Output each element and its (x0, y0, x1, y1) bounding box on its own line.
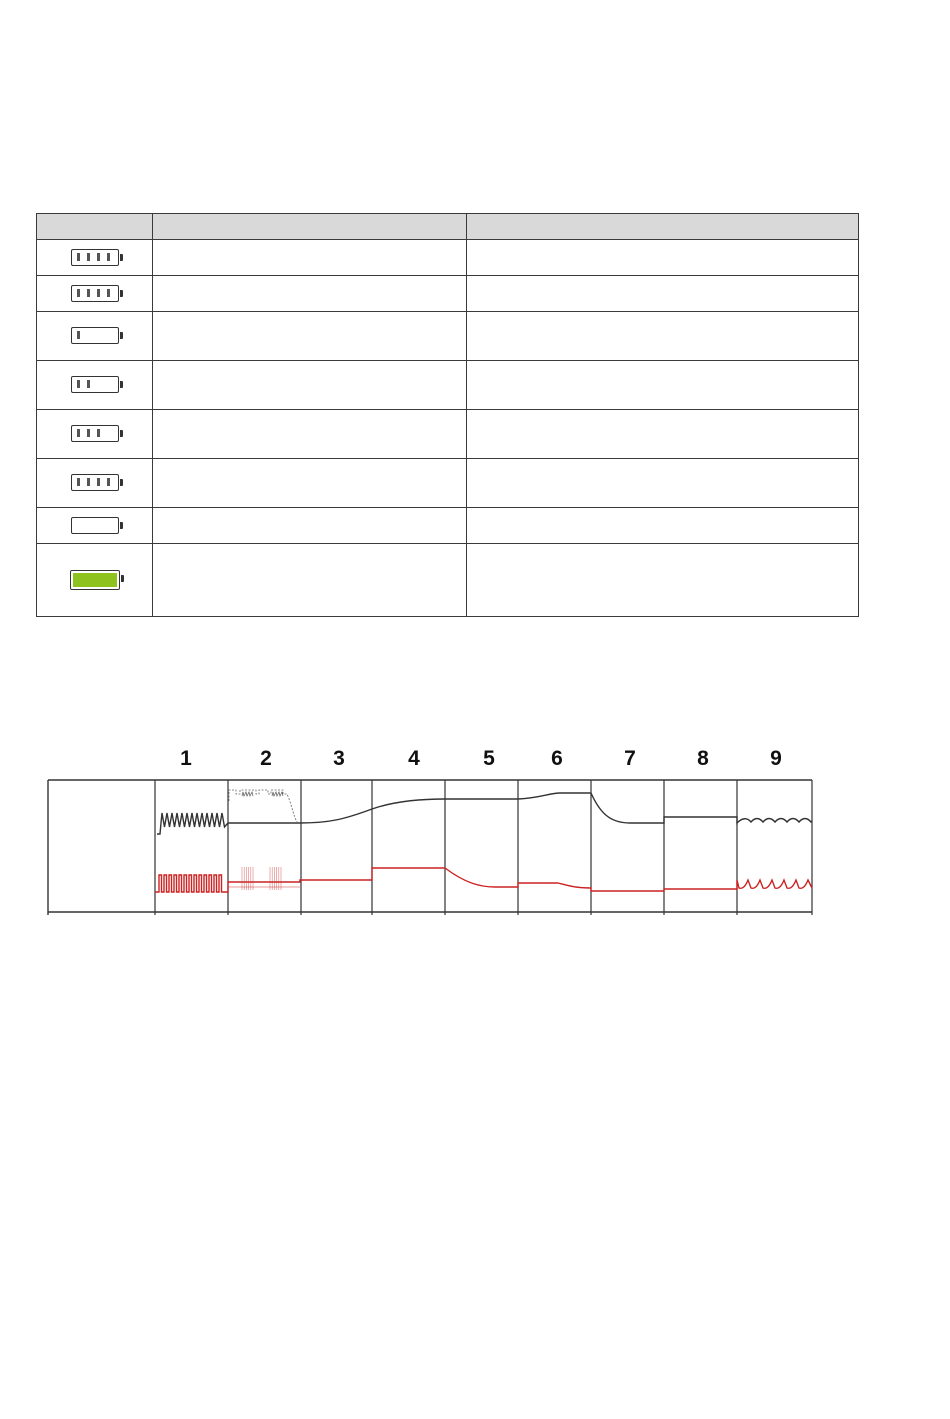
status-cell (153, 410, 467, 459)
header-status (153, 214, 467, 240)
stage-label-9: 9 (770, 747, 782, 770)
battery-icon-cell (37, 544, 153, 617)
voltage-detail-ticks (272, 792, 283, 796)
status-cell (153, 276, 467, 312)
stage-label-1: 1 (180, 747, 192, 770)
table-row (37, 410, 859, 459)
battery-segment (77, 380, 80, 388)
status-cell (153, 312, 467, 361)
table-row (37, 459, 859, 508)
battery-segment (87, 380, 90, 388)
battery-level-icon (71, 376, 119, 393)
table-row (37, 361, 859, 410)
current-pulse-burst (242, 867, 253, 890)
table-row (37, 240, 859, 276)
table-row (37, 544, 859, 617)
status-cell (153, 240, 467, 276)
battery-segment (97, 478, 100, 486)
battery-segment (77, 289, 80, 297)
voltage-curve (157, 793, 812, 834)
battery-status-table (36, 213, 859, 617)
battery-segment (77, 478, 80, 486)
battery-icon-cell (37, 240, 153, 276)
battery-segment (97, 253, 100, 261)
battery-fill (73, 573, 117, 587)
battery-icon-cell (37, 459, 153, 508)
battery-segment (107, 289, 110, 297)
charging-curve-svg (0, 735, 950, 935)
description-cell (467, 410, 859, 459)
status-cell (153, 459, 467, 508)
header-description (467, 214, 859, 240)
table-row (37, 312, 859, 361)
battery-level-icon (71, 285, 119, 302)
status-cell (153, 544, 467, 617)
battery-segment (107, 478, 110, 486)
description-cell (467, 459, 859, 508)
description-cell (467, 276, 859, 312)
status-cell (153, 361, 467, 410)
table-row (37, 508, 859, 544)
battery-segment (87, 289, 90, 297)
stage-label-8: 8 (697, 747, 709, 770)
battery-segment (87, 253, 90, 261)
voltage-detail-ticks (242, 792, 253, 796)
battery-segment (97, 429, 100, 437)
table-row (37, 276, 859, 312)
stage-label-2: 2 (260, 747, 272, 770)
battery-segment (87, 429, 90, 437)
battery-level-icon (71, 327, 119, 344)
header-icon (37, 214, 153, 240)
battery-level-icon (71, 249, 119, 266)
description-cell (467, 361, 859, 410)
battery-icon-cell (37, 508, 153, 544)
current-curve (155, 868, 812, 892)
battery-icon-cell (37, 410, 153, 459)
battery-segment (107, 253, 110, 261)
stage-label-5: 5 (483, 747, 495, 770)
battery-icon-cell (37, 312, 153, 361)
stage-label-3: 3 (333, 747, 345, 770)
battery-level-icon (71, 425, 119, 442)
battery-segment (97, 289, 100, 297)
description-cell (467, 544, 859, 617)
charging-stages-diagram (0, 735, 950, 935)
battery-level-icon (71, 517, 119, 534)
description-cell (467, 508, 859, 544)
description-cell (467, 312, 859, 361)
battery-segment (77, 253, 80, 261)
battery-icon-cell (37, 276, 153, 312)
stage-label-4: 4 (408, 747, 420, 770)
battery-icon-cell (37, 361, 153, 410)
battery-segment (87, 478, 90, 486)
battery-level-icon (71, 474, 119, 491)
description-cell (467, 240, 859, 276)
stage-label-7: 7 (624, 747, 636, 770)
table-header-row (37, 214, 859, 240)
current-pulse-burst (270, 867, 281, 890)
voltage-detail-dotted (229, 790, 298, 823)
battery-segment (77, 331, 80, 339)
battery-full-icon (70, 570, 120, 590)
battery-segment (77, 429, 80, 437)
stage-label-6: 6 (551, 747, 563, 770)
status-cell (153, 508, 467, 544)
